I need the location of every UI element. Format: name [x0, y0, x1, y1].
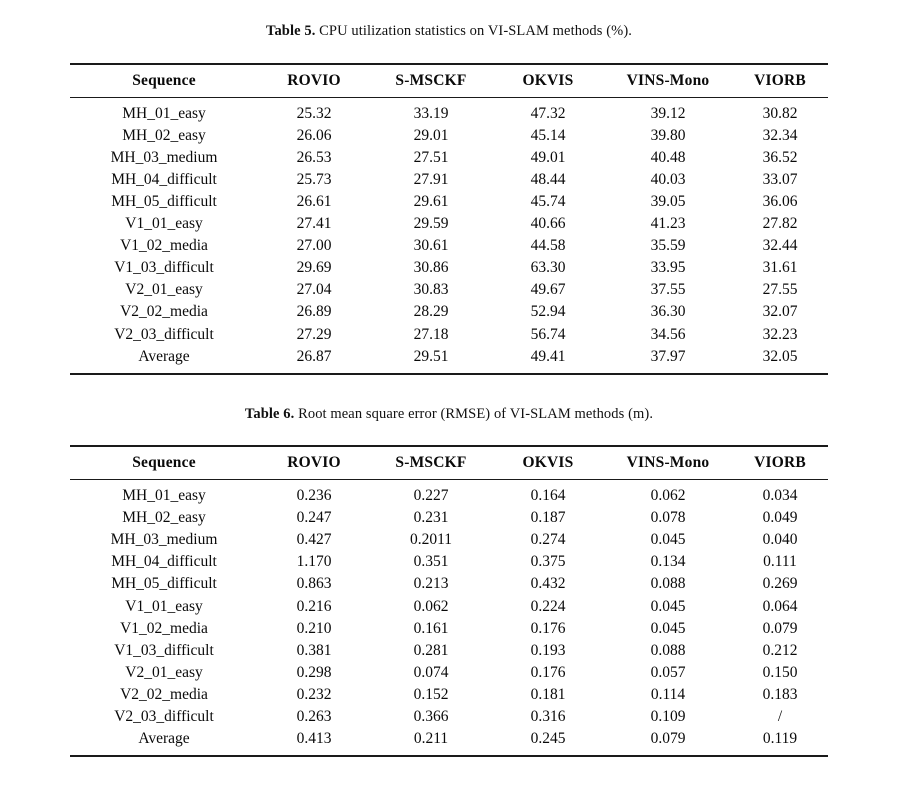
- value-cell: 0.088: [650, 575, 686, 593]
- value-cell: 0.351: [413, 553, 449, 571]
- value-cell: 28.29: [413, 303, 449, 321]
- table-6-block: [70, 375, 828, 758]
- sequence-cell: MH_02_easy: [122, 509, 206, 527]
- value-cell: 0.366: [413, 708, 449, 725]
- value-cell: 0.316: [530, 708, 566, 725]
- value-cell: 0.045: [650, 619, 686, 637]
- sequence-cell: MH_05_difficult: [111, 575, 217, 593]
- value-cell: 30.82: [762, 104, 798, 122]
- table-5-body: [70, 97, 828, 373]
- table-row: [70, 302, 828, 324]
- value-cell: 0.227: [413, 487, 449, 505]
- table-row: [70, 706, 828, 728]
- sequence-cell: Average: [138, 730, 190, 748]
- value-cell: 40.48: [650, 148, 686, 166]
- sequence-cell: V2_02_media: [120, 303, 208, 321]
- value-cell: 33.19: [413, 104, 449, 122]
- table-6-col-s-msckf: S-MSCKF: [395, 454, 467, 472]
- table-6: [70, 445, 828, 757]
- value-cell: 27.18: [413, 325, 449, 343]
- value-cell: 27.29: [296, 325, 332, 343]
- sequence-cell: MH_03_medium: [110, 148, 218, 166]
- value-cell: 25.73: [296, 170, 332, 188]
- value-cell: 0.231: [413, 509, 449, 527]
- table-5-col-s-msckf: S-MSCKF: [395, 71, 467, 89]
- table-row: [70, 169, 828, 191]
- sequence-cell: V1_01_easy: [125, 215, 203, 233]
- table-5-caption: [70, 22, 828, 42]
- value-cell: 40.66: [530, 215, 566, 233]
- value-cell: 29.69: [296, 259, 332, 277]
- table-5-caption-text: CPU utilization statistics on VI-SLAM methods (%).: [315, 23, 632, 39]
- table-6-table-wrap: [70, 424, 828, 757]
- table-row: [70, 530, 828, 552]
- value-cell: 0.236: [296, 487, 332, 505]
- value-cell: 32.34: [762, 126, 798, 144]
- value-cell: 27.04: [296, 281, 332, 299]
- table-row: [70, 125, 828, 147]
- value-cell: 0.224: [530, 597, 566, 615]
- value-cell: 0.274: [530, 531, 566, 549]
- sequence-cell: MH_01_easy: [122, 104, 206, 122]
- sequence-cell: Average: [138, 347, 190, 365]
- value-cell: 0.109: [650, 708, 686, 725]
- sequence-cell: V2_02_media: [120, 685, 208, 703]
- value-cell: 0.064: [762, 597, 798, 615]
- table-6-col-okvis: OKVIS: [522, 454, 574, 472]
- value-cell: 0.074: [413, 663, 449, 681]
- value-cell: 40.03: [650, 170, 686, 188]
- value-cell: 26.87: [296, 347, 332, 365]
- value-cell: 44.58: [530, 237, 566, 255]
- value-cell: 47.32: [530, 104, 566, 122]
- value-cell: 27.91: [413, 170, 449, 188]
- sequence-cell: MH_04_difficult: [111, 553, 217, 571]
- value-cell: 0.245: [530, 730, 566, 748]
- value-cell: 39.05: [650, 192, 686, 210]
- value-cell: 29.61: [413, 192, 449, 210]
- table-row: [70, 552, 828, 574]
- value-cell: 0.119: [762, 730, 798, 748]
- sequence-cell: V1_02_media: [120, 619, 208, 637]
- value-cell: 0.375: [530, 553, 566, 571]
- value-cell: 0.062: [413, 597, 449, 615]
- value-cell: 0.057: [650, 663, 686, 681]
- value-cell: 0.181: [530, 685, 566, 703]
- value-cell: 32.05: [762, 347, 798, 365]
- value-cell: 0.216: [296, 597, 332, 615]
- table-6-header-row: [70, 446, 828, 480]
- table-6-col-sequence: Sequence: [132, 454, 196, 472]
- table-row: [70, 346, 828, 374]
- table-row: [70, 147, 828, 169]
- table-row: [70, 640, 828, 662]
- value-cell: 30.86: [413, 259, 449, 277]
- table-row: [70, 729, 828, 757]
- table-6-caption-wrap: [70, 375, 828, 425]
- value-cell: 0.040: [762, 531, 798, 549]
- value-cell: 0.2011: [409, 531, 453, 549]
- value-cell: 0.210: [296, 619, 332, 637]
- value-cell: 0.432: [530, 575, 566, 593]
- sequence-cell: MH_05_difficult: [111, 192, 217, 210]
- sequence-cell: MH_03_medium: [110, 531, 218, 549]
- value-cell: 45.74: [530, 192, 566, 210]
- value-cell: 27.41: [296, 215, 332, 233]
- value-cell: 0.187: [530, 509, 566, 527]
- value-cell: 37.97: [650, 347, 686, 365]
- value-cell: 0.152: [413, 685, 449, 703]
- value-cell: 0.111: [763, 553, 797, 571]
- value-cell: 0.062: [650, 487, 686, 505]
- value-cell: 49.41: [530, 347, 566, 365]
- value-cell: 0.381: [296, 641, 332, 659]
- value-cell: 0.176: [530, 619, 566, 637]
- value-cell: 0.045: [650, 531, 686, 549]
- value-cell: 0.078: [650, 509, 686, 527]
- value-cell: 27.00: [296, 237, 332, 255]
- value-cell: 0.161: [413, 619, 449, 637]
- value-cell: 0.298: [296, 663, 332, 681]
- sequence-cell: MH_04_difficult: [111, 170, 217, 188]
- table-row: [70, 508, 828, 530]
- table-5-header-row: [70, 64, 828, 98]
- table-5-caption-wrap: [70, 0, 828, 42]
- value-cell: 0.079: [650, 730, 686, 748]
- sequence-cell: V1_01_easy: [125, 597, 203, 615]
- value-cell: 35.59: [650, 237, 686, 255]
- value-cell: 0.281: [413, 641, 449, 659]
- value-cell: 0.176: [530, 663, 566, 681]
- table-6-col-rovio: ROVIO: [287, 454, 341, 472]
- value-cell: 39.12: [650, 104, 686, 122]
- value-cell: 29.01: [413, 126, 449, 144]
- sequence-cell: V2_03_difficult: [114, 325, 214, 343]
- table-row: [70, 280, 828, 302]
- sequence-cell: MH_01_easy: [122, 487, 206, 505]
- value-cell: 0.045: [650, 597, 686, 615]
- value-cell: 0.114: [650, 685, 686, 703]
- value-cell: 34.56: [650, 325, 686, 343]
- value-cell: 30.61: [413, 237, 449, 255]
- table-row: [70, 324, 828, 346]
- value-cell: 31.61: [762, 259, 798, 277]
- sequence-cell: V2_01_easy: [125, 281, 203, 299]
- value-cell: 26.53: [296, 148, 332, 166]
- table-row: [70, 191, 828, 213]
- value-cell: 39.80: [650, 126, 686, 144]
- table-row: [70, 258, 828, 280]
- sequence-cell: V1_02_media: [120, 237, 208, 255]
- value-cell: 32.07: [762, 303, 798, 321]
- sequence-cell: V2_03_difficult: [114, 708, 214, 725]
- table-5-col-vins-mono: VINS-Mono: [626, 71, 710, 89]
- table-6-caption-label: Table 6.: [244, 405, 295, 422]
- value-cell: /: [777, 708, 783, 725]
- table-6-col-vins-mono: VINS-Mono: [626, 454, 710, 472]
- value-cell: 0.164: [530, 487, 566, 505]
- value-cell: 49.67: [530, 281, 566, 299]
- table-row: [70, 97, 828, 125]
- sequence-cell: V2_01_easy: [125, 663, 203, 681]
- value-cell: 33.07: [762, 170, 798, 188]
- table-5-col-sequence: Sequence: [132, 71, 196, 89]
- value-cell: 26.06: [296, 126, 332, 144]
- value-cell: 0.183: [762, 685, 798, 703]
- value-cell: 0.263: [296, 708, 332, 725]
- value-cell: 32.44: [762, 237, 798, 255]
- value-cell: 0.034: [762, 487, 798, 505]
- value-cell: 36.52: [762, 148, 798, 166]
- table-row: [70, 618, 828, 640]
- value-cell: 36.06: [762, 192, 798, 210]
- value-cell: 0.193: [530, 641, 566, 659]
- value-cell: 26.61: [296, 192, 332, 210]
- value-cell: 30.83: [413, 281, 449, 299]
- value-cell: 37.55: [650, 281, 686, 299]
- sequence-cell: MH_02_easy: [122, 126, 206, 144]
- value-cell: 26.89: [296, 303, 332, 321]
- value-cell: 27.82: [762, 215, 798, 233]
- value-cell: 56.74: [530, 325, 566, 343]
- table-row: [70, 662, 828, 684]
- table-5-table-wrap: [70, 42, 828, 375]
- value-cell: 0.232: [296, 685, 332, 703]
- value-cell: 52.94: [530, 303, 566, 321]
- table-6-caption-text: Root mean square error (RMSE) of VI-SLAM methods (m).: [294, 405, 654, 422]
- table-6-col-viorb: VIORB: [754, 454, 806, 472]
- value-cell: 29.59: [413, 215, 449, 233]
- table-5-col-rovio: ROVIO: [287, 71, 341, 89]
- value-cell: 48.44: [530, 170, 566, 188]
- value-cell: 0.247: [296, 509, 332, 527]
- value-cell: 0.427: [296, 531, 332, 549]
- value-cell: 29.51: [413, 347, 449, 365]
- value-cell: 27.51: [413, 148, 449, 166]
- table-5-header: [70, 64, 828, 98]
- value-cell: 36.30: [650, 303, 686, 321]
- value-cell: 45.14: [530, 126, 566, 144]
- value-cell: 0.211: [413, 730, 449, 748]
- value-cell: 0.049: [762, 509, 798, 527]
- value-cell: 0.150: [762, 663, 798, 681]
- value-cell: 1.170: [296, 553, 332, 571]
- value-cell: 0.088: [650, 641, 686, 659]
- value-cell: 0.413: [296, 730, 332, 748]
- table-row: [70, 684, 828, 706]
- table-6-header: [70, 446, 828, 480]
- value-cell: 25.32: [296, 104, 332, 122]
- table-row: [70, 213, 828, 235]
- value-cell: 0.079: [762, 619, 798, 637]
- table-5-caption-label: Table 5.: [266, 23, 316, 39]
- value-cell: 27.55: [762, 281, 798, 299]
- value-cell: 41.23: [650, 215, 686, 233]
- table-5: [70, 63, 828, 375]
- sequence-cell: V1_03_difficult: [114, 641, 214, 659]
- value-cell: 0.213: [413, 575, 449, 593]
- value-cell: 0.134: [650, 553, 686, 571]
- value-cell: 0.212: [762, 641, 798, 659]
- table-row: [70, 574, 828, 596]
- table-5-block: [70, 0, 828, 375]
- sequence-cell: V1_03_difficult: [114, 259, 214, 277]
- value-cell: 33.95: [650, 259, 686, 277]
- value-cell: 0.269: [762, 575, 798, 593]
- table-6-body: [70, 480, 828, 756]
- value-cell: 32.23: [762, 325, 798, 343]
- value-cell: 49.01: [530, 148, 566, 166]
- value-cell: 0.863: [296, 575, 332, 593]
- table-5-col-okvis: OKVIS: [522, 71, 574, 89]
- table-row: [70, 236, 828, 258]
- table-row: [70, 596, 828, 618]
- table-5-col-viorb: VIORB: [754, 71, 806, 89]
- value-cell: 63.30: [530, 259, 566, 277]
- table-row: [70, 480, 828, 508]
- table-6-caption: [70, 405, 828, 425]
